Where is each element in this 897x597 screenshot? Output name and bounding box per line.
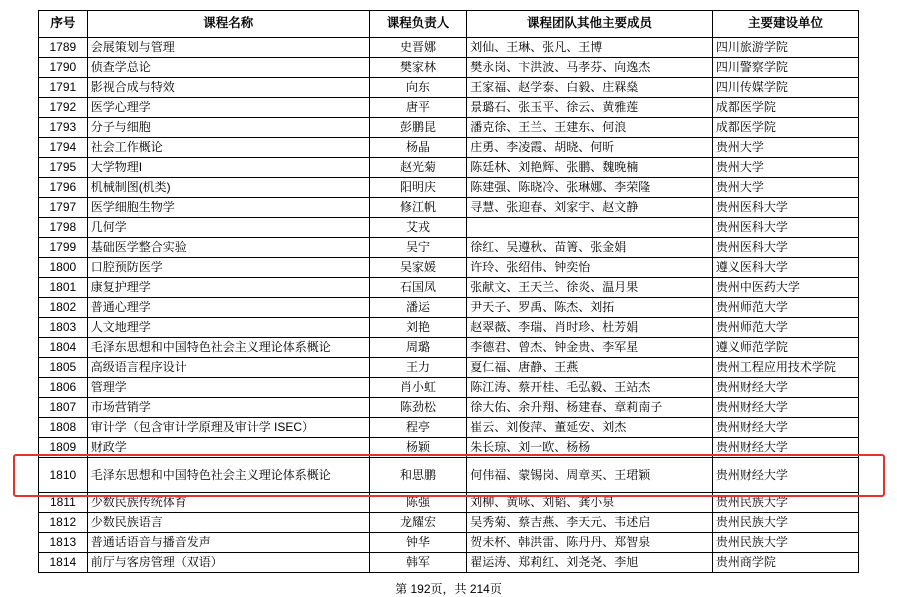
cell-team: 陈建强、陈晓冷、张琳娜、李荣隆 [467,178,713,198]
table-header-row [39,11,859,38]
cell-course-name: 少数民族传统体育 [87,493,369,513]
table-row [39,378,859,398]
column-header-course-name: 课程名称 [87,11,369,38]
table-row [39,138,859,158]
table-row [39,418,859,438]
table-row [39,198,859,218]
table-row [39,38,859,58]
course-table [38,10,859,573]
cell-unit: 四川警察学院 [712,58,858,78]
cell-leader: 潘运 [369,298,466,318]
cell-leader: 修江帆 [369,198,466,218]
cell-unit: 四川旅游学院 [712,38,858,58]
cell-unit: 贵州民族大学 [712,513,858,533]
table-body [39,38,859,573]
cell-unit: 遵义医科大学 [712,258,858,278]
cell-leader: 杨晶 [369,138,466,158]
table-row [39,118,859,138]
cell-leader: 艾戎 [369,218,466,238]
cell-num: 1791 [39,78,88,98]
cell-team: 陈廷林、刘艳辉、张鹏、魏晚楠 [467,158,713,178]
cell-course-name: 会展策划与管理 [87,38,369,58]
cell-unit: 贵州民族大学 [712,533,858,553]
cell-num: 1804 [39,338,88,358]
cell-num: 1809 [39,438,88,458]
table-row [39,493,859,513]
column-header-team: 课程团队其他主要成员 [467,11,713,38]
table-row [39,318,859,338]
cell-num: 1805 [39,358,88,378]
cell-team: 景璐石、张玉平、徐云、黄雅莲 [467,98,713,118]
table-row [39,553,859,573]
cell-course-name: 大学物理I [87,158,369,178]
cell-num: 1800 [39,258,88,278]
cell-team: 吴秀菊、蔡吉燕、李天元、韦述启 [467,513,713,533]
cell-course-name: 影视合成与特效 [87,78,369,98]
cell-unit: 贵州财经大学 [712,458,858,493]
cell-leader: 钟华 [369,533,466,553]
cell-num: 1807 [39,398,88,418]
cell-unit: 遵义师范学院 [712,338,858,358]
cell-num: 1812 [39,513,88,533]
table-row [39,98,859,118]
cell-course-name: 普通心理学 [87,298,369,318]
cell-unit: 贵州大学 [712,138,858,158]
cell-team: 刘仙、王琳、张凡、王博 [467,38,713,58]
cell-course-name: 毛泽东思想和中国特色社会主义理论体系概论 [87,338,369,358]
cell-unit: 四川传媒学院 [712,78,858,98]
cell-course-name: 前厅与客房管理（双语） [87,553,369,573]
cell-num: 1806 [39,378,88,398]
cell-num: 1794 [39,138,88,158]
cell-team: 张献文、王天兰、徐炎、温月果 [467,278,713,298]
cell-course-name: 机械制图(机类) [87,178,369,198]
cell-num: 1811 [39,493,88,513]
cell-leader: 陈劲松 [369,398,466,418]
cell-unit: 贵州财经大学 [712,438,858,458]
table-row [39,238,859,258]
cell-num: 1813 [39,533,88,553]
cell-unit: 贵州民族大学 [712,493,858,513]
cell-course-name: 毛泽东思想和中国特色社会主义理论体系概论 [87,458,369,493]
cell-unit: 成都医学院 [712,118,858,138]
cell-team: 夏仁福、唐静、王燕 [467,358,713,378]
cell-num: 1814 [39,553,88,573]
cell-num: 1799 [39,238,88,258]
cell-unit: 贵州财经大学 [712,378,858,398]
table-row [39,398,859,418]
cell-leader: 龙耀宏 [369,513,466,533]
cell-unit: 贵州大学 [712,158,858,178]
cell-team: 寻慧、张迎春、刘家宇、赵文静 [467,198,713,218]
cell-course-name: 社会工作概论 [87,138,369,158]
cell-num: 1798 [39,218,88,238]
cell-leader: 阳明庆 [369,178,466,198]
cell-team: 徐大佑、余升翔、杨建春、章莉南子 [467,398,713,418]
cell-num: 1808 [39,418,88,438]
cell-leader: 刘艳 [369,318,466,338]
cell-num: 1796 [39,178,88,198]
cell-leader: 石国凤 [369,278,466,298]
cell-course-name: 分子与细胞 [87,118,369,138]
cell-team: 许玲、张绍伟、钟奕怡 [467,258,713,278]
cell-num: 1792 [39,98,88,118]
cell-unit: 贵州医科大学 [712,218,858,238]
table-row [39,78,859,98]
table-row [39,513,859,533]
column-header-unit: 主要建设单位 [712,11,858,38]
cell-course-name: 少数民族语言 [87,513,369,533]
cell-team: 朱长琼、刘一欧、杨杨 [467,438,713,458]
table-row [39,258,859,278]
cell-course-name: 康复护理学 [87,278,369,298]
cell-team: 潘克徐、王兰、王建东、何浪 [467,118,713,138]
table-row [39,438,859,458]
cell-team: 贺未杯、韩洪雷、陈丹丹、郑智泉 [467,533,713,553]
cell-leader: 吴家媛 [369,258,466,278]
cell-unit: 贵州师范大学 [712,298,858,318]
cell-leader: 向东 [369,78,466,98]
cell-leader: 樊家林 [369,58,466,78]
table-row [39,158,859,178]
cell-leader: 韩军 [369,553,466,573]
cell-num: 1795 [39,158,88,178]
cell-team: 庄勇、李凌霞、胡晓、何昕 [467,138,713,158]
cell-num: 1793 [39,118,88,138]
cell-unit: 贵州大学 [712,178,858,198]
cell-num: 1801 [39,278,88,298]
cell-unit: 贵州财经大学 [712,398,858,418]
cell-team: 尹天子、罗禹、陈杰、刘拓 [467,298,713,318]
cell-num: 1802 [39,298,88,318]
cell-course-name: 侦查学总论 [87,58,369,78]
column-header-num: 序号 [39,11,88,38]
cell-num: 1789 [39,38,88,58]
cell-course-name: 医学心理学 [87,98,369,118]
table-row [39,218,859,238]
table-row [39,358,859,378]
cell-leader: 彭鹏昆 [369,118,466,138]
table-row [39,298,859,318]
cell-course-name: 基础医学整合实验 [87,238,369,258]
table-row-highlighted [39,458,859,493]
cell-team: 何伟福、蒙锡岗、周章买、王珺颖 [467,458,713,493]
page-footer: 第 192页，共 214页 [395,582,502,596]
cell-unit: 贵州师范大学 [712,318,858,338]
cell-team: 李德君、曾杰、钟金贵、李军星 [467,338,713,358]
cell-leader: 吴宁 [369,238,466,258]
cell-team: 陈江涛、蔡开桂、毛弘毅、王站杰 [467,378,713,398]
cell-leader: 肖小虹 [369,378,466,398]
cell-leader: 王力 [369,358,466,378]
cell-unit: 贵州商学院 [712,553,858,573]
table-header [39,11,859,38]
table-row [39,58,859,78]
cell-unit: 贵州医科大学 [712,238,858,258]
cell-leader: 和思鹏 [369,458,466,493]
cell-team: 赵翠薇、李瑞、肖时珍、杜芳娟 [467,318,713,338]
table-row [39,533,859,553]
cell-team: 王家福、赵学泰、白毅、庄槑燊 [467,78,713,98]
cell-leader: 唐平 [369,98,466,118]
cell-unit: 贵州财经大学 [712,418,858,438]
cell-team: 樊永岗、卞洪波、马孝芬、向逸杰 [467,58,713,78]
cell-unit: 成都医学院 [712,98,858,118]
cell-leader: 周璐 [369,338,466,358]
cell-leader: 杨颖 [369,438,466,458]
table-row [39,178,859,198]
cell-team: 徐红、吴遵秋、苗箐、张金娟 [467,238,713,258]
cell-course-name: 口腔预防医学 [87,258,369,278]
column-header-leader: 课程负责人 [369,11,466,38]
table-row [39,278,859,298]
cell-course-name: 高级语言程序设计 [87,358,369,378]
table-row [39,338,859,358]
cell-leader: 程亭 [369,418,466,438]
cell-leader: 赵光菊 [369,158,466,178]
cell-course-name: 管理学 [87,378,369,398]
cell-team: 刘柳、黄咏、刘韬、龚小泉 [467,493,713,513]
cell-num: 1810 [39,458,88,493]
cell-num: 1797 [39,198,88,218]
cell-course-name: 财政学 [87,438,369,458]
cell-course-name: 人文地理学 [87,318,369,338]
cell-team: 崔云、刘俊萍、董延安、刘杰 [467,418,713,438]
cell-course-name: 市场营销学 [87,398,369,418]
cell-course-name: 几何学 [87,218,369,238]
cell-num: 1803 [39,318,88,338]
cell-team: 翟运涛、郑莉红、刘尧尧、李旭 [467,553,713,573]
cell-course-name: 普通话语音与播音发声 [87,533,369,553]
cell-unit: 贵州医科大学 [712,198,858,218]
cell-course-name: 医学细胞生物学 [87,198,369,218]
cell-num: 1790 [39,58,88,78]
cell-leader: 史晋娜 [369,38,466,58]
cell-unit: 贵州中医药大学 [712,278,858,298]
cell-unit: 贵州工程应用技术学院 [712,358,858,378]
cell-team [467,218,713,238]
cell-course-name: 审计学（包含审计学原理及审计学 ISEC） [87,418,369,438]
cell-leader: 陈强 [369,493,466,513]
